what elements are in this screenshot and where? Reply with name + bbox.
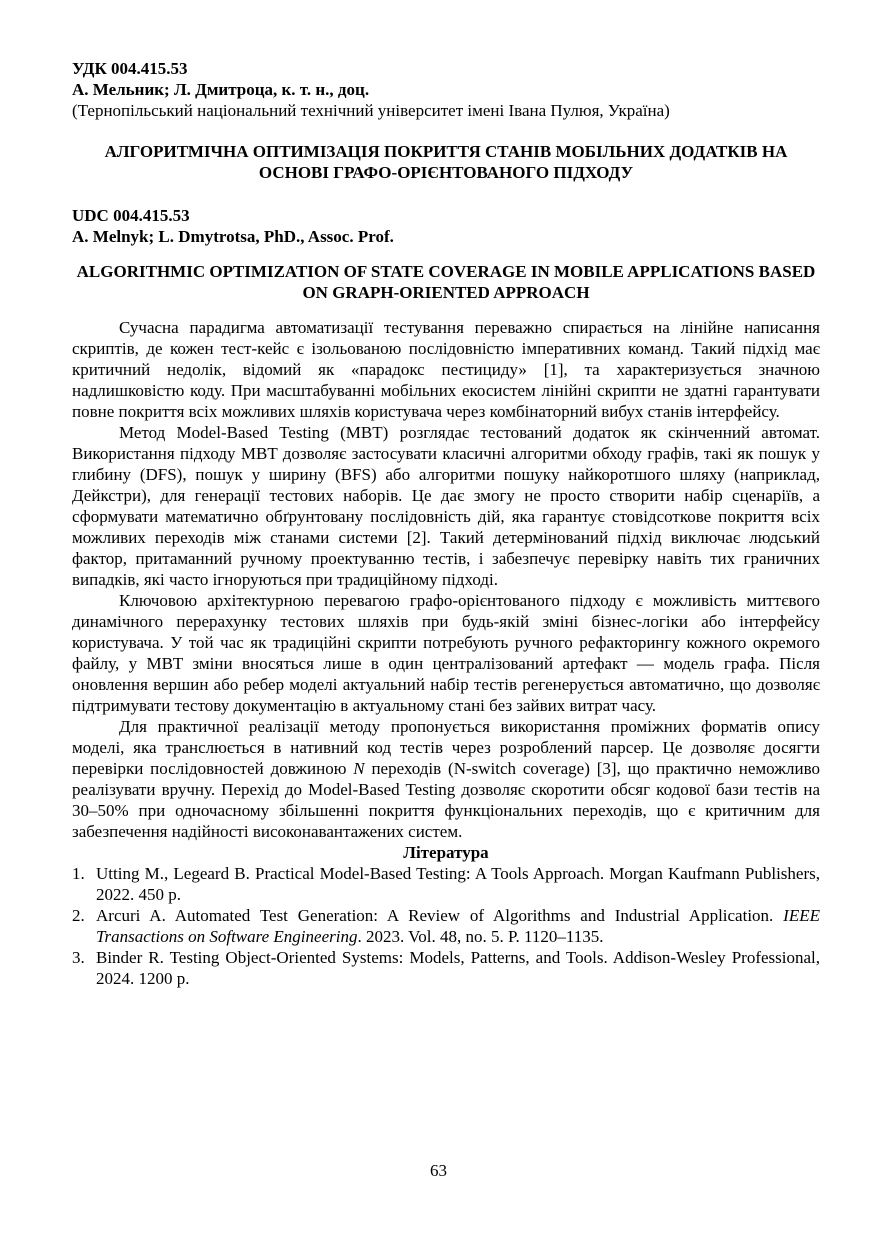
affiliation-line: (Тернопільський національний технічний університет імені Івана Пулюя, Україна)	[72, 101, 670, 120]
reference-number: 3.	[72, 948, 85, 967]
paper-title-en: ALGORITHMIC OPTIMIZATION OF STATE COVERAGE IN MOBILE APPLICATIONS BASED ON GRAPH-ORIENTED APPROACH	[76, 262, 816, 302]
udc-number-en: UDC 004.415.53	[72, 206, 190, 225]
page-number: 63	[430, 1161, 447, 1180]
reference-text: Binder R. Testing Object-Oriented Systems: Models, Patterns, and Tools. Addison-Wesley Professional, 2024. 1200 p.	[96, 948, 820, 988]
authors-line-en: A. Melnyk; L. Dmytrotsa, PhD., Assoc. Prof.	[72, 227, 394, 246]
reference-item-1	[72, 863, 820, 905]
authors-line-ua: А. Мельник; Л. Дмитроца, к. т. н., доц.	[72, 80, 370, 99]
body-paragraph-4: Для практичної реалізації методу пропонується використання проміжних форматів опису моделі, яка транслюється в нативний код тестів через розроблений парсер. Це дозволяє досягти перевірки послідовностей довжиною N переходів (N-switch coverage) [3], що практично неможливо реалізувати вручну. Перехід до Model-Based Testing дозволяє скоротити обсяг кодової бази тестів на 30–50% при одночасному збільшенні покриття функціональних переходів, що є критичним для забезпечення надійності високонавантажених систем.	[72, 717, 820, 841]
reference-item-3	[72, 947, 820, 989]
reference-text: Utting M., Legeard B. Practical Model-Based Testing: A Tools Approach. Morgan Kaufmann Publishers, 2022. 450 p.	[96, 864, 820, 904]
udc-number-ua: УДК 004.415.53	[72, 59, 188, 78]
references-heading: Література	[403, 843, 489, 862]
reference-number: 2.	[72, 906, 85, 925]
reference-text: Arcuri A. Automated Test Generation: A Review of Algorithms and Industrial Application. IEEE Transactions on Software Engineering. 2023. Vol. 48, no. 5. P. 1120–1135.	[96, 906, 820, 946]
body-paragraph-1: Сучасна парадигма автоматизації тестування переважно спирається на лінійне написання скриптів, де кожен тест-кейс є ізольованою послідовністю імперативних команд. Такий підхід має критичний недолік, відомий як «парадокс пестициду» [1], та характеризується значною надлишковістю коду. При масштабуванні мобільних екосистем лінійні скрипти не здатні гарантувати повне покриття всіх можливих шляхів користувача через комбінаторний вибух станів інтерфейсу.	[72, 318, 820, 421]
body-paragraph-2: Метод Model-Based Testing (MBT) розглядає тестований додаток як скінченний автомат. Використання підходу MBT дозволяє застосувати класичні алгоритми обходу графів, такі як пошук у глибину (DFS), пошук у ширину (BFS) або алгоритми пошуку найкоротшого шляху (наприклад, Дейкстри), для генерації тестових наборів. Це дає змогу не просто створити набір сценаріїв, а сформувати математично обґрунтовану послідовність дій, яка гарантує стовідсоткове покриття всіх можливих переходів між станами системи [2]. Такий детермінований підхід виключає людський фактор, притаманний ручному проектуванню тестів, і забезпечує перевірку навіть тих граничних випадків, які часто ігноруються при традиційному підході.	[72, 423, 820, 589]
body-paragraph-3: Ключовою архітектурною перевагою графо-орієнтованого підходу є можливість миттєвого динамічного перерахунку тестових шляхів при будь-якій зміні бізнес-логіки або інтерфейсу користувача. У той час як традиційні скрипти потребують ручного рефакторингу кожного окремого файлу, у MBT зміни вносяться лише в один централізований артефакт — модель графа. Після оновлення вершин або ребер моделі актуальний набір тестів регенерується автоматично, що дозволяє підтримувати тестову документацію в актуальному стані без зайвих витрат часу.	[72, 591, 820, 715]
paper-title-ua: АЛГОРИТМІЧНА ОПТИМІЗАЦІЯ ПОКРИТТЯ СТАНІВ МОБІЛЬНИХ ДОДАТКІВ НА ОСНОВІ ГРАФО-ОРІЄНТОВАНОГО ПІДХОДУ	[104, 142, 788, 182]
reference-number: 1.	[72, 864, 85, 883]
reference-item-2	[72, 905, 820, 947]
page-content	[72, 58, 820, 989]
